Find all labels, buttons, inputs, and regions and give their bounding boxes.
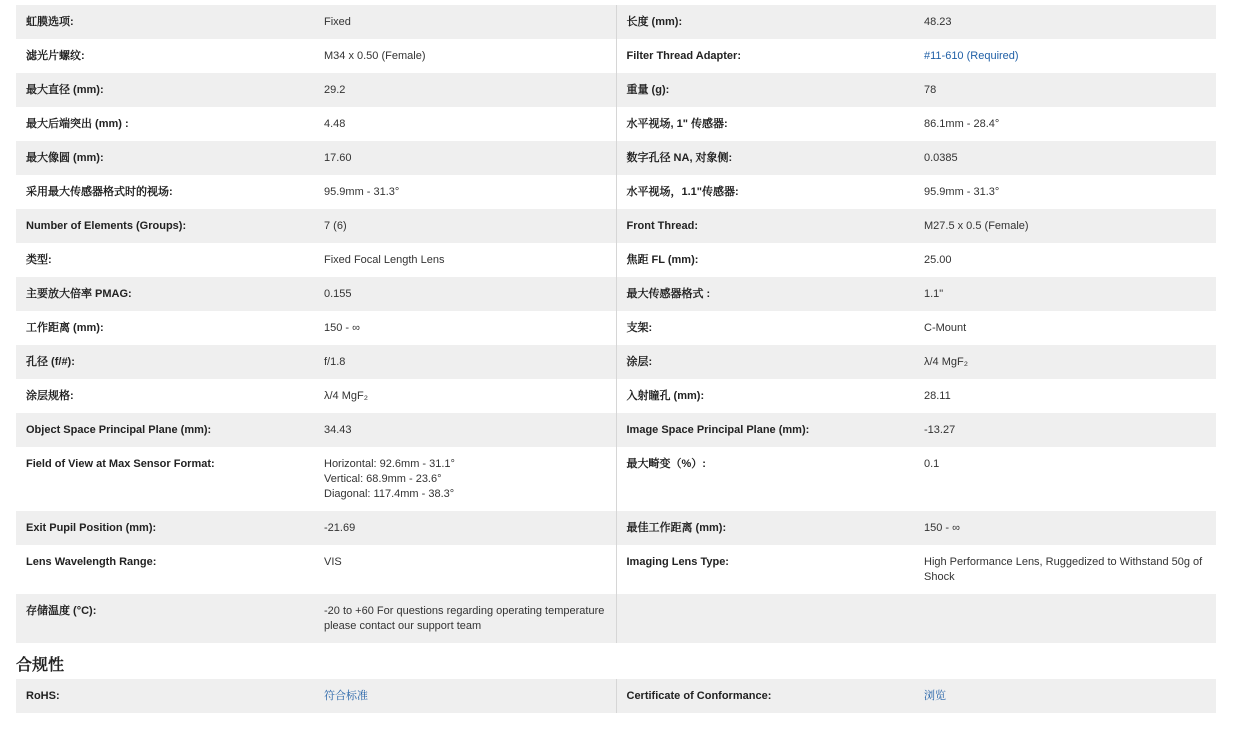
spec-value (314, 141, 616, 175)
spec-value-text: 78 (924, 84, 937, 96)
spec-value-text: Fixed Focal Length Lens (324, 254, 445, 266)
spec-label-text: 数字孔径 NA, 对象侧: (626, 152, 733, 164)
spec-value-text: f/1.8 (324, 356, 346, 368)
spec-label-text: Field of View at Max Sensor Format: (26, 458, 215, 470)
spec-label-text: Exit Pupil Position (mm): (26, 522, 157, 534)
filter-thread-adapter-link[interactable]: #11-610 (Required) (924, 50, 1019, 62)
spec-value-text: 0.155 (324, 288, 352, 300)
spec-value (914, 594, 1216, 643)
spec-value (314, 345, 616, 379)
spec-label-text: Image Space Principal Plane (mm): (626, 424, 810, 436)
spec-label (616, 447, 914, 511)
spec-label-text: 长度 (mm): (626, 16, 683, 28)
spec-value (914, 39, 1216, 73)
spec-value-text: 0.1 (924, 458, 940, 470)
spec-label (16, 447, 314, 511)
table-row (16, 175, 1216, 209)
spec-value-text: 4.48 (324, 118, 346, 130)
spec-label (16, 311, 314, 345)
spec-label (616, 141, 914, 175)
spec-label (16, 209, 314, 243)
table-row (16, 243, 1216, 277)
spec-label-text: 支架: (626, 322, 653, 334)
spec-value (314, 594, 616, 643)
spec-label-text: Filter Thread Adapter: (626, 50, 741, 62)
spec-label-text: 最大传感器格式 : (626, 288, 711, 300)
spec-value (914, 107, 1216, 141)
spec-value-text: 95.9mm - 31.3° (324, 186, 400, 198)
spec-value (314, 243, 616, 277)
spec-label (616, 107, 914, 141)
specs-section (16, 5, 1216, 643)
table-row (16, 511, 1216, 545)
spec-value (914, 413, 1216, 447)
table-row (16, 311, 1216, 345)
spec-label-text: 水平视场，1.1"传感器: (626, 186, 739, 198)
compliance-table (16, 679, 1216, 713)
spec-value (914, 141, 1216, 175)
spec-label (616, 511, 914, 545)
spec-value (914, 345, 1216, 379)
spec-label (616, 175, 914, 209)
spec-label (616, 277, 914, 311)
spec-label (16, 511, 314, 545)
spec-value-text: 28.11 (924, 390, 951, 402)
spec-label-text: 最大畸变（%）: (626, 458, 706, 470)
spec-label (16, 39, 314, 73)
spec-value-text: 29.2 (324, 84, 346, 96)
spec-label-text: 入射瞳孔 (mm): (626, 390, 705, 402)
spec-value (914, 511, 1216, 545)
spec-value (914, 545, 1216, 594)
spec-value (314, 311, 616, 345)
spec-value (314, 447, 616, 511)
spec-value-text: 48.23 (924, 16, 952, 28)
table-row (16, 379, 1216, 413)
spec-label (16, 73, 314, 107)
spec-label-text: 重量 (g): (626, 84, 670, 96)
spec-value (314, 379, 616, 413)
spec-value-text: 150 - ∞ (924, 522, 960, 534)
table-row (16, 73, 1216, 107)
spec-value-text: -21.69 (324, 522, 356, 534)
spec-value (314, 39, 616, 73)
spec-label-text: 最大直径 (mm): (26, 84, 104, 96)
spec-value (914, 209, 1216, 243)
spec-label (16, 413, 314, 447)
table-row (16, 5, 1216, 39)
spec-label (616, 345, 914, 379)
spec-label-text: Imaging Lens Type: (626, 556, 729, 568)
spec-label-text: Lens Wavelength Range: (26, 556, 157, 568)
spec-label-text: 滤光片螺纹: (26, 50, 85, 62)
spec-value-text: 150 - ∞ (324, 322, 360, 334)
spec-value-text: -20 to +60 For questions regarding operating temperature please contact our support team (324, 605, 605, 632)
spec-label (616, 545, 914, 594)
spec-label-text: 焦距 FL (mm): (626, 254, 699, 266)
spec-value-text: M34 x 0.50 (Female) (324, 50, 426, 62)
spec-value-text: λ/4 MgF₂ (924, 356, 968, 368)
table-row (16, 107, 1216, 141)
spec-value-text: 1.1" (924, 288, 944, 300)
spec-value (314, 511, 616, 545)
spec-value (314, 545, 616, 594)
spec-value (914, 311, 1216, 345)
compliance-section (16, 679, 1216, 713)
spec-value (914, 277, 1216, 311)
specifications-table (16, 5, 1216, 643)
spec-label-text: 采用最大传感器格式时的视场: (26, 186, 173, 198)
spec-value (314, 209, 616, 243)
spec-value-text: Horizontal: 92.6mm - 31.1° Vertical: 68.9mm - 23.6° Diagonal: 117.4mm - 38.3° (324, 458, 455, 500)
spec-value-text: 86.1mm - 28.4° (924, 118, 1000, 130)
spec-value (914, 73, 1216, 107)
spec-label-text: 最大像圆 (mm): (26, 152, 104, 164)
spec-label (616, 311, 914, 345)
spec-label-text: Number of Elements (Groups): (26, 220, 187, 232)
spec-label (16, 5, 314, 39)
spec-label-text: 涂层: (626, 356, 653, 368)
certificate-view-link[interactable]: 浏览 (924, 690, 946, 702)
table-row (16, 141, 1216, 175)
compliance-heading: 合规性 (16, 657, 65, 674)
spec-label (616, 594, 914, 643)
table-row (16, 545, 1216, 594)
spec-label (16, 175, 314, 209)
table-row (16, 209, 1216, 243)
spec-label (616, 209, 914, 243)
spec-label (616, 413, 914, 447)
certificate-value-cell (914, 679, 1216, 713)
rohs-link[interactable]: 符合标准 (324, 690, 368, 702)
spec-value (314, 5, 616, 39)
spec-label (16, 594, 314, 643)
spec-value-text: 25.00 (924, 254, 952, 266)
compliance-row (16, 679, 1216, 713)
spec-label-text: 涂层规格: (26, 390, 74, 402)
spec-value-text: 7 (6) (324, 220, 347, 232)
rohs-value-cell (314, 679, 616, 713)
spec-value (314, 413, 616, 447)
spec-label (616, 243, 914, 277)
spec-label (16, 107, 314, 141)
spec-label-text: 最大后端突出 (mm) : (26, 118, 129, 130)
spec-value-text: High Performance Lens, Ruggedized to Withstand 50g of Shock (924, 556, 1203, 583)
spec-label (16, 277, 314, 311)
spec-value (314, 175, 616, 209)
spec-label-text: 工作距离 (mm): (26, 322, 104, 334)
spec-value-text: 34.43 (324, 424, 352, 436)
spec-label-text: 水平视场, 1" 传感器: (626, 118, 728, 130)
spec-label (616, 73, 914, 107)
spec-label (616, 379, 914, 413)
spec-label-text: Object Space Principal Plane (mm): (26, 424, 212, 436)
spec-label (616, 5, 914, 39)
spec-label-text: 最佳工作距离 (mm): (626, 522, 727, 534)
spec-label-text: 虹膜选项: (26, 16, 74, 28)
table-row (16, 39, 1216, 73)
table-row (16, 277, 1216, 311)
spec-value-text: 0.0385 (924, 152, 958, 164)
spec-value-text: 95.9mm - 31.3° (924, 186, 1000, 198)
spec-label (16, 379, 314, 413)
spec-value-text: λ/4 MgF₂ (324, 390, 368, 402)
spec-value (914, 175, 1216, 209)
spec-label (16, 141, 314, 175)
table-row (16, 345, 1216, 379)
table-row (16, 594, 1216, 643)
table-row (16, 447, 1216, 511)
rohs-label: RoHS: (16, 679, 314, 713)
spec-value (914, 243, 1216, 277)
spec-label-text: 存储温度 (°C): (26, 605, 97, 617)
spec-value (314, 107, 616, 141)
spec-label-text: 类型: (26, 254, 52, 266)
table-row (16, 413, 1216, 447)
spec-label (16, 345, 314, 379)
spec-value-text: M27.5 x 0.5 (Female) (924, 220, 1029, 232)
spec-label-text: 孔径 (f/#): (26, 356, 75, 368)
spec-label-text: Front Thread: (626, 220, 698, 232)
spec-label (16, 243, 314, 277)
spec-value-text: C-Mount (924, 322, 967, 334)
spec-label (616, 39, 914, 73)
spec-value-text: VIS (324, 556, 342, 568)
spec-label-text: 主要放大倍率 PMAG: (26, 288, 132, 300)
spec-value (914, 447, 1216, 511)
spec-value (314, 73, 616, 107)
spec-value (314, 277, 616, 311)
certificate-label: Certificate of Conformance: (616, 679, 914, 713)
spec-value (914, 5, 1216, 39)
spec-value-text: 17.60 (324, 152, 352, 164)
spec-value (914, 379, 1216, 413)
spec-label (16, 545, 314, 594)
spec-value-text: Fixed (324, 16, 351, 28)
spec-value-text: -13.27 (924, 424, 956, 436)
